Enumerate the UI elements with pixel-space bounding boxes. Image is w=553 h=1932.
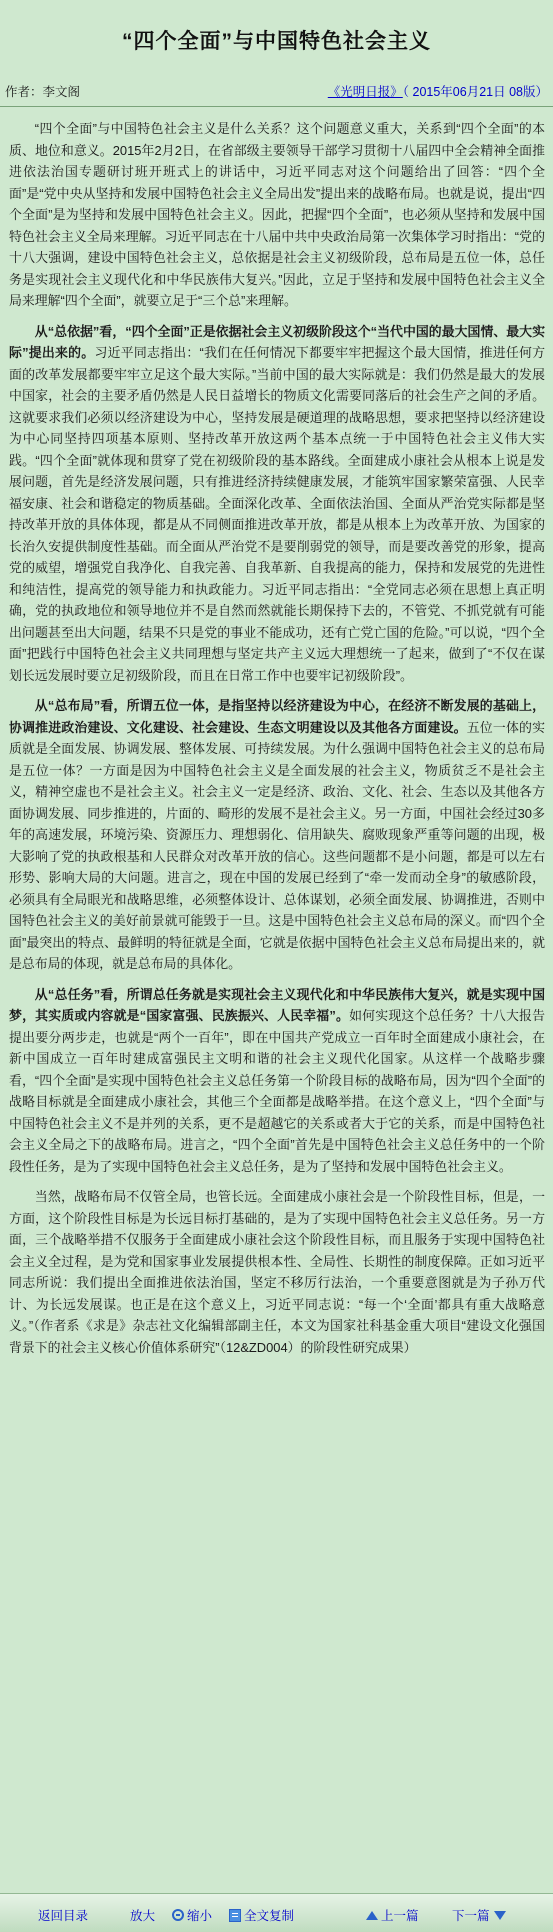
article-body — [0, 118, 553, 1358]
paragraph-text: 当然，战略布局不仅管全局，也管长远。全面建成小康社会是一个阶段性目标，但是，一方面，这个阶段性目标是为长远目标打基础的，是为了实现中国特色社会主义总任务。另一方面，三个战略举措不仅服务于全面建成小康社会这个阶段性目标，而且服务于实现中国特色社会主义全过程，是为党和国家事业发展提供根本性、全局性、长期性的制度保障。正如习近平同志所说：我们提出全面推进依法治国，坚定不移厉行法治，一个重要意图就是为子孙万代计、为长远发展谋。也正是在这个意义上，习近平同志说：“每一个‘全面’都具有重大战略意义。”（作者系《求是》杂志社文化编辑部副主任，本文为国家社科基金重大项目“建设文化强国背景下的社会主义核心价值体系研究”（12&ZD004）的阶段性研究成果） — [9, 1189, 545, 1355]
paragraph-text: “四个全面”与中国特色社会主义是什么关系？这个问题意义重大，关系到“四个全面”的本质、地位和意义。2015年2月2日，在省部级主要领导干部学习贯彻十八届四中全会精神全面推进依法治国专题研讨班开班式上的讲话中，习近平同志对这个问题给出了回答：“四个全面”是“党中央从坚持和发展中国特色社会主义全局出发”提出来的战略布局。也就是说，提出“四个全面”是为坚持和发展中国特色社会主义。因此，把握“四个全面”，也必须从坚持和发展中国特色社会主义全局来理解。习近平同志在十八届中共中央政治局第一次集体学习时指出：“党的十八大强调，建设中国特色社会主义，总依据是社会主义初级阶段，总布局是五位一体，总任务是实现社会主义现代化和中华民族伟大复兴。”因此，立足于坚持和发展中国特色社会主义全局来理解“四个全面”，就要立足于“三个总”来理解。 — [9, 121, 545, 308]
paragraph-lead: 从“总任务”看，所谓总任务就是实现社会主义现代化和中华民族伟大复兴，就是实现中国梦，其实质或内容就是“国家富强、民族振兴、人民幸福”。 — [9, 986, 545, 1023]
next-label: 下一篇 — [452, 1909, 490, 1923]
copy-all-link[interactable] — [229, 1906, 294, 1924]
zoom-out-link[interactable] — [172, 1906, 212, 1924]
source-date: （ 2015年06月21日 08版） — [402, 85, 548, 99]
zoom-in-label: 放大 — [130, 1909, 156, 1923]
paragraph — [9, 695, 545, 975]
copy-label: 全文复制 — [244, 1909, 295, 1923]
paragraph-text: 五位一体的实质就是全面发展、协调发展、整体发展、可持续发展。为什么强调中国特色社会主义的总布局是五位一体？一方面是因为中国特色社会主义是全面发展的社会主义，物质贫乏不是社会主义，精神空虚也不是社会主义。社会主义一定是经济、政治、文化、社会、生态以及其他各方面协调发展、同步推进的，片面的、畸形的发展不是社会主义。另一方面，中国社会经过30多年的高速发展，环境污染、资源压力、理想弱化、信用缺失、腐败现象严重等问题的出现，极大影响了党的执政根基和人民群众对改革开放的信心。这些问题都不是小问题，都是可以左右形势、影响大局的大问题。进言之，现在中国的发展已经到了“牵一发而动全身”的敏感阶段，必须具有全局眼光和战略思维，必须整体设计、总体谋划，必须全面发展、协调推进，否则中国特色社会主义的美好前景就可能毁于一旦。这是中国特色社会主义总布局的深义。而“四个全面”最突出的特点、最鲜明的特征就是全面，它就是依据中国特色社会主义总布局提出来的，就是总布局的体现，就是总布局的具体化。 — [9, 719, 546, 971]
prev-article-link[interactable] — [366, 1906, 419, 1924]
paragraph-lead: 从“总依据”看，“四个全面”正是依据社会主义初级阶段这个“当代中国的最大国情、最大实际”提出来的。 — [9, 323, 545, 360]
paragraph — [9, 118, 545, 312]
source-link[interactable]: 《光明日报》 — [327, 85, 403, 99]
arrow-down-icon — [494, 1911, 506, 1920]
author-line: 作者：李文阁 — [5, 85, 81, 99]
paragraph — [9, 321, 545, 687]
article-meta — [0, 82, 553, 104]
back-to-index-link[interactable] — [38, 1906, 88, 1924]
back-label: 返回目录 — [38, 1909, 89, 1923]
source-line — [328, 82, 548, 100]
paragraph — [9, 1186, 545, 1358]
zoom-out-icon — [172, 1909, 184, 1921]
bottom-toolbar — [0, 1893, 553, 1932]
zoom-in-link[interactable] — [130, 1906, 155, 1924]
paragraph — [9, 984, 545, 1178]
zoom-out-label: 缩小 — [187, 1909, 213, 1923]
article-title: “四个全面”与中国特色社会主义 — [122, 30, 431, 53]
divider — [0, 106, 553, 107]
paragraph-lead: 从“总布局”看，所谓五位一体，是指坚持以经济建设为中心，在经济不断发展的基础上，协调推进政治建设、文化建设、社会建设、生态文明建设以及其他各方面建设。 — [9, 698, 545, 735]
copy-icon — [229, 1909, 241, 1922]
paragraph-text: 如何实现这个总任务？十八大报告提出要分两步走，也就是“两个一百年”，即在中国共产党成立一百年时全面建成小康社会，在新中国成立一百年时建成富强民主文明和谐的社会主义现代化国家。从这样一个战略步骤看，“四个全面”是实现中国特色社会主义总任务第一个阶段目标的战略布局，因为“四个全面”的战略目标就是全面建成小康社会，其他三个全面都是战略举措。在这个意义上，“四个全面”与中国特色社会主义不是并列的关系，更不是超越它的关系或者大于它的关系，而是中国特色社会主义全局之下的战略布局。进言之，“四个全面”首先是中国特色社会主义总任务中的一个阶段性任务，是为了实现中国特色社会主义总任务，是为了坚持和发展中国特色社会主义。 — [9, 1008, 546, 1174]
prev-label: 上一篇 — [381, 1909, 419, 1923]
arrow-up-icon — [366, 1911, 378, 1920]
next-article-link[interactable] — [452, 1906, 509, 1924]
paragraph-text: 习近平同志指出：“我们在任何情况下都要牢牢把握这个最大国情，推进任何方面的改革发展都要牢牢立足这个最大实际。”当前中国的最大实际就是：我们仍然是最大的发展中国家，社会的主要矛盾仍然是人民日益增长的物质文化需要同落后的社会生产之间的矛盾。这就要求我们必须以经济建设为中心，坚持发展是硬道理的战略思想，要求把坚持以经济建设为中心同坚持四项基本原则、坚持改革开放这两个基本点统一于中国特色社会主义伟大实践。“四个全面”就体现和贯穿了党在初级阶段的基本路线。全面建成小康社会从根本上说是发展问题，首先是经济发展问题，只有推进经济持续健康发展，才能筑牢国家繁荣富强、人民幸福安康、社会和谐稳定的物质基础。全面深化改革、全面依法治国、全面从严治党实际都是坚持改革开放的具体体现，都是从不同侧面推进改革开放，都是从根本上为改革开放、为国家的长治久安提供制度性基础。而全面从严治党不是要削弱党的领导，而是要改善党的形象，提高党的威望，增强党自我净化、自我完善、自我革新、自我提高的能力，保持和发展党的先进性和纯洁性，提高党的领导能力和执政能力。习近平同志指出：“全党同志必须在思想上真正明确，党的执政地位和领导地位并不是自然而然就能长期保持下去的，不管党、不抓党就有可能出问题甚至出大问题，结果不只是党的事业不能成功，还有亡党亡国的危险。”可以说，“四个全面”把践行中国特色社会主义共同理想与坚定共产主义远大理想统一了起来，做到了“不仅在谋划长远发展时要立足初级阶段，而且在日常工作中也要牢记初级阶段”。 — [9, 345, 545, 683]
